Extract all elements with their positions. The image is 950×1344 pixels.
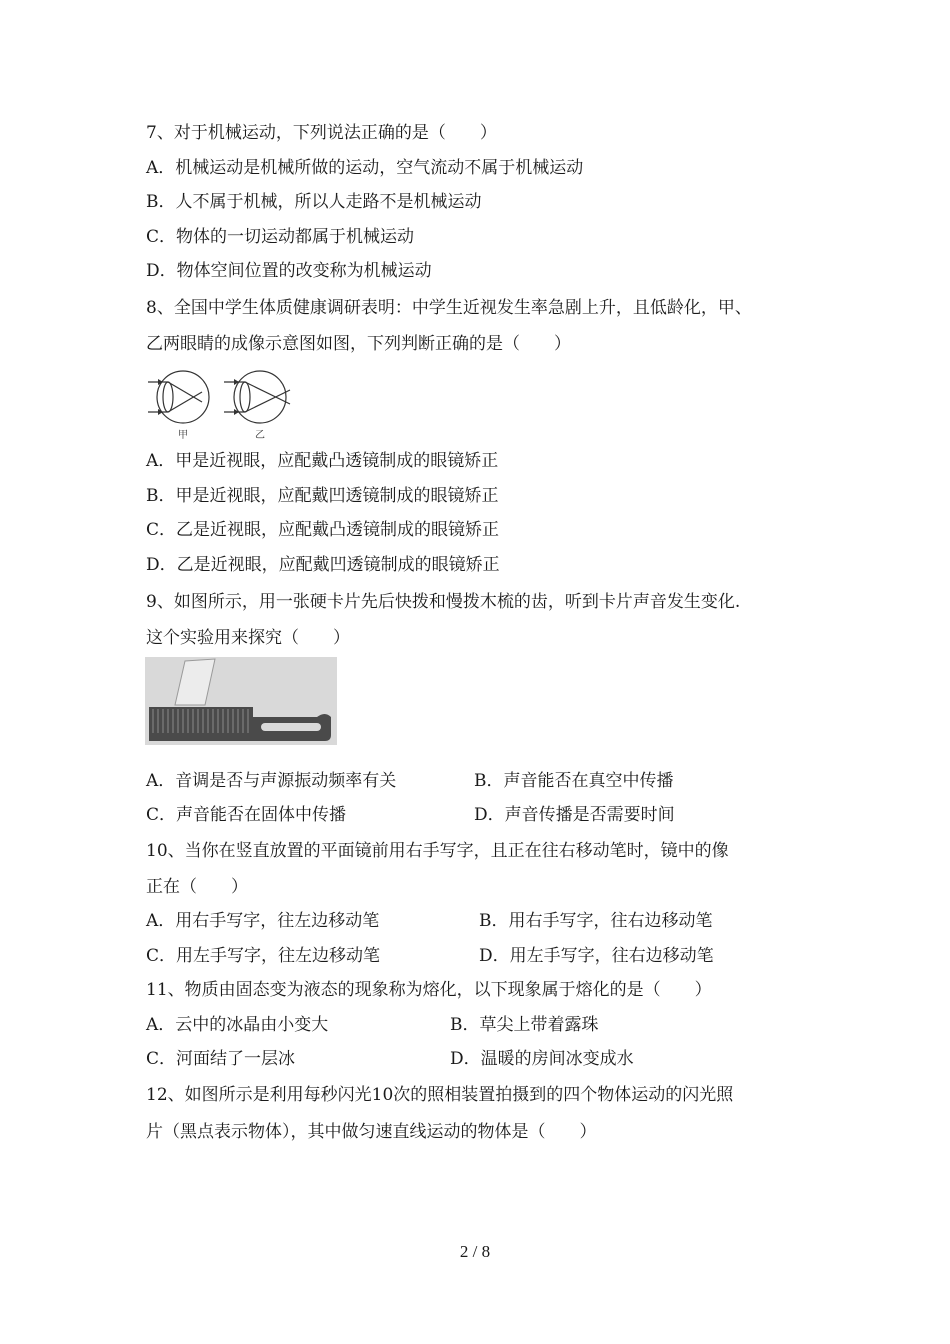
q10-option-a: A．用右手写字，往左边移动笔 (146, 911, 380, 931)
q11-option-a: A．云中的冰晶由小变大 (146, 1015, 329, 1035)
q7-option-c: C．物体的一切运动都属于机械运动 (146, 227, 415, 247)
q9-option-b: B．声音能否在真空中传播 (474, 771, 674, 791)
q11-option-c: C．河面结了一层冰 (146, 1049, 296, 1069)
q8-stem-line1: 8、全国中学生体质健康调研表明：中学生近视发生率急剧上升，且低龄化，甲、 (146, 298, 752, 318)
q10-stem-line1: 10、当你在竖直放置的平面镜前用右手写字，且正在往右移动笔时，镜中的像 (146, 841, 729, 861)
q9-option-c: C．声音能否在固体中传播 (146, 805, 347, 825)
eye-jia-outline (157, 371, 209, 423)
page-number: 2 / 8 (459, 1242, 491, 1261)
eye-yi-outline (234, 371, 286, 423)
q12-stem-line1: 12、如图所示是利用每秒闪光10次的照相装置拍摄到的四个物体运动的闪光照 (146, 1085, 734, 1105)
q7-option-b: B．人不属于机械，所以人走路不是机械运动 (146, 192, 482, 212)
comb-card-figure (145, 657, 337, 745)
q8-stem-line2: 乙两眼睛的成像示意图如图，下列判断正确的是（ ） (146, 334, 571, 354)
q10-option-c: C．用左手写字，往左边移动笔 (146, 946, 381, 966)
eye-jia-label: 甲 (178, 430, 188, 441)
comb-handle-slot (261, 723, 321, 731)
eye-jia-lens (163, 382, 173, 412)
q11-option-d: D．温暖的房间冰变成水 (450, 1049, 634, 1069)
q8-option-a: A．甲是近视眼，应配戴凸透镜制成的眼镜矫正 (146, 451, 499, 471)
q10-option-b: B．用右手写字，往右边移动笔 (479, 911, 713, 931)
q10-option-d: D．用左手写字，往右边移动笔 (479, 946, 714, 966)
q7-option-d: D．物体空间位置的改变称为机械运动 (146, 261, 432, 281)
eye-yi-lens (240, 382, 250, 412)
q7-option-a: A．机械运动是机械所做的运动，空气流动不属于机械运动 (146, 158, 584, 178)
q8-option-b: B．甲是近视眼，应配戴凹透镜制成的眼镜矫正 (146, 486, 499, 506)
q11-stem: 11、物质由固态变为液态的现象称为熔化，以下现象属于熔化的是（ ） (146, 980, 712, 1000)
q9-stem-line2: 这个实验用来探究（ ） (146, 628, 350, 648)
q7-stem: 7、对于机械运动，下列说法正确的是（ ） (146, 123, 497, 143)
q9-stem-line1: 9、如图所示，用一张硬卡片先后快拨和慢拨木梳的齿，听到卡片声音发生变化. (146, 592, 741, 612)
q11-option-b: B．草尖上带着露珠 (450, 1015, 599, 1035)
q12-stem-line2: 片（黑点表示物体），其中做匀速直线运动的物体是（ ） (146, 1122, 597, 1142)
q8-option-c: C．乙是近视眼，应配戴凸透镜制成的眼镜矫正 (146, 520, 500, 540)
eye-yi-label: 乙 (255, 430, 265, 441)
q9-option-d: D．声音传播是否需要时间 (474, 805, 675, 825)
q10-stem-line2: 正在（ ） (146, 877, 248, 897)
eye-diagram-figure (146, 364, 296, 442)
q8-option-d: D．乙是近视眼，应配戴凹透镜制成的眼镜矫正 (146, 555, 500, 575)
q9-option-a: A．音调是否与声源振动频率有关 (146, 771, 397, 791)
